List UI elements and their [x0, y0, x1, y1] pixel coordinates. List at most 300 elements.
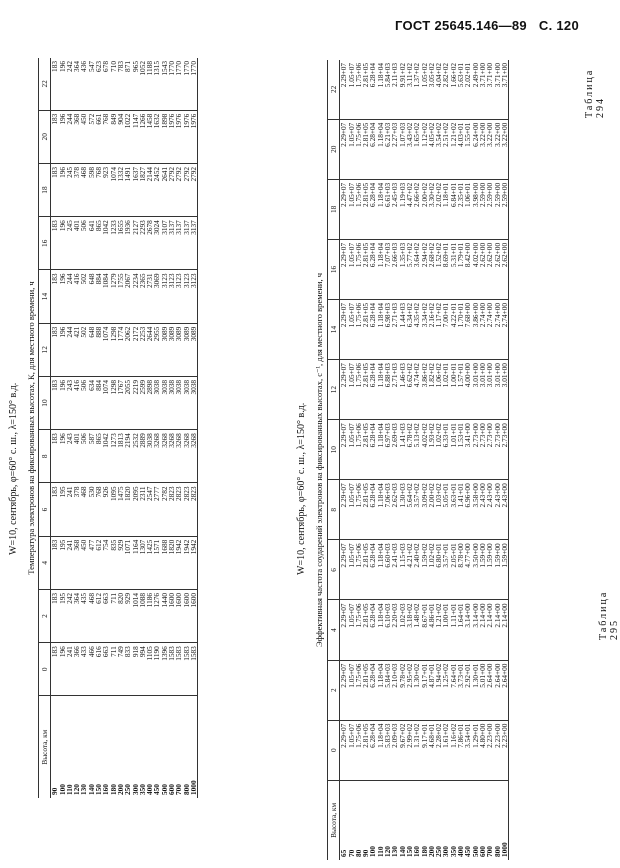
value-cell: 768: [95, 163, 102, 216]
value-cell: 1315: [153, 58, 160, 110]
value-cell: 3.43+02: [406, 119, 413, 179]
value-cell: 2.81+05: [362, 720, 369, 780]
value-cell: 6.97+03: [384, 420, 391, 480]
table-295: [312, 60, 509, 860]
value-cell: 661: [95, 110, 102, 163]
value-cell: 3.22+00: [501, 119, 509, 179]
value-cell: 1298: [110, 323, 117, 376]
value-cell: 1.75+06: [355, 720, 362, 780]
hour-column-header: 20: [328, 119, 340, 179]
value-cell: 183: [51, 643, 59, 696]
height-cell: 65: [339, 849, 349, 857]
value-cell: 2.68+02: [428, 239, 435, 299]
value-cell: 2.49+00: [472, 60, 479, 119]
value-cell: 2.09+03: [391, 720, 398, 780]
value-cell: 2.81+05: [362, 300, 369, 360]
value-cell: 1820: [124, 483, 131, 536]
value-cell: 401: [73, 217, 80, 270]
value-cell: 241: [66, 536, 73, 589]
hour-column-header: 10: [328, 420, 340, 480]
value-cell: 3268: [183, 430, 190, 483]
value-cell: 1.75+06: [355, 660, 362, 720]
value-cell: 3137: [183, 217, 190, 270]
value-cell: 2.81+05: [362, 600, 369, 660]
value-cell: 1.18+04: [377, 119, 384, 179]
value-cell: 3089: [175, 323, 182, 376]
value-cell: 2.14+00: [501, 600, 509, 660]
value-cell: 1332: [117, 163, 124, 216]
value-cell: 1.59+00: [486, 540, 493, 600]
value-cell: 2253: [139, 323, 146, 376]
value-cell: 2792: [190, 163, 198, 216]
value-cell: 3.01+00: [494, 360, 501, 420]
value-cell: 364: [73, 589, 80, 642]
value-cell: 2.23+00: [494, 720, 501, 780]
page-header: [387, 18, 579, 33]
height-cell: 450: [463, 846, 473, 857]
value-cell: 1.41+03: [399, 420, 406, 480]
value-cell: 2067: [124, 270, 131, 323]
value-cell: 1637: [132, 163, 139, 216]
value-cell: 884: [95, 270, 102, 323]
value-cell: 2.81+05: [362, 540, 369, 600]
value-cell: 1.18+01: [442, 179, 449, 239]
value-cell: 1.93+02: [428, 420, 435, 480]
value-cell: 196: [59, 376, 66, 429]
height-cell: 120: [383, 846, 393, 857]
value-cell: 2823: [183, 483, 190, 536]
hour-column-header: 10: [39, 376, 51, 429]
value-cell: 3089: [183, 323, 190, 376]
value-cell: 634: [88, 376, 95, 429]
value-cell: 183: [51, 430, 59, 483]
value-cell: 245: [66, 163, 73, 216]
value-cell: 1233: [110, 217, 117, 270]
value-cell: 5.01+00: [479, 660, 486, 720]
value-cell: 1936: [124, 217, 131, 270]
value-cell: 8.69+01: [442, 239, 449, 299]
value-cell: 1.05+07: [348, 540, 355, 600]
height-cell: 400: [456, 846, 466, 857]
value-cell: 2.59+00: [479, 179, 486, 239]
value-cell: 3.22+00: [486, 119, 493, 179]
height-cell: 140: [86, 784, 96, 795]
value-cell: 2.29+07: [340, 720, 348, 780]
value-cell: 1600: [175, 589, 182, 642]
value-cell: 1052: [139, 58, 146, 110]
value-cell: 918: [132, 643, 139, 696]
value-cell: 1.30+02: [413, 660, 420, 720]
value-cell: 1.05+07: [348, 119, 355, 179]
value-cell: 6.96+00: [464, 480, 471, 540]
value-cell: 2219: [132, 376, 139, 429]
value-cell: 1.75+06: [355, 239, 362, 299]
value-cell: 502: [80, 270, 87, 323]
value-cell: 6.28+04: [369, 300, 376, 360]
value-cell: 5.84+03: [384, 660, 391, 720]
value-cell: 9.91+02: [399, 60, 406, 119]
value-cell: 9.17+01: [421, 720, 428, 780]
value-cell: 1770: [175, 58, 182, 110]
value-cell: 663: [102, 643, 109, 696]
value-cell: 6.28+04: [369, 119, 376, 179]
value-cell: 3.86+02: [421, 360, 428, 420]
value-cell: 2.20+03: [391, 600, 398, 660]
value-cell: 572: [88, 110, 95, 163]
value-cell: 196: [59, 217, 66, 270]
value-cell: 8.42+00: [464, 239, 471, 299]
value-cell: 6.28+04: [369, 360, 376, 420]
value-cell: 243: [66, 430, 73, 483]
value-cell: 6.10+03: [384, 600, 391, 660]
value-cell: 2.40+02: [413, 540, 420, 600]
height-cell: 250: [123, 784, 133, 795]
value-cell: 1425: [146, 536, 153, 589]
value-cell: 2.29+07: [340, 239, 348, 299]
height-column-header: Высота, км: [39, 696, 51, 798]
value-cell: 2.74+00: [501, 300, 509, 360]
value-cell: 1.70+01: [457, 300, 464, 360]
value-cell: 3.86+00: [472, 300, 479, 360]
value-cell: 244: [66, 110, 73, 163]
value-cell: 1.07+03: [399, 119, 406, 179]
hour-column-header: 16: [39, 217, 51, 270]
height-cell: 350: [137, 784, 147, 795]
value-cell: 1.75+06: [355, 119, 362, 179]
value-cell: 1.94+02: [435, 660, 442, 720]
value-cell: 994: [139, 643, 146, 696]
value-cell: 3.71+00: [501, 60, 509, 119]
value-cell: 1.59+00: [494, 540, 501, 600]
value-cell: 612: [95, 536, 102, 589]
value-cell: 2.29+07: [340, 480, 348, 540]
value-cell: 6.21+03: [384, 119, 391, 179]
value-cell: 2.66+02: [413, 179, 420, 239]
value-cell: 1088: [139, 589, 146, 642]
value-cell: 368: [73, 110, 80, 163]
value-cell: 3.63+01: [450, 480, 457, 540]
value-cell: 2.29+07: [340, 660, 348, 720]
value-cell: 1190: [153, 643, 160, 696]
value-cell: 183: [51, 270, 59, 323]
value-cell: 1.03+02: [435, 480, 442, 540]
value-cell: 2.99+02: [406, 720, 413, 780]
value-cell: 8.67+01: [421, 600, 428, 660]
value-cell: 1.18+04: [377, 179, 384, 239]
value-cell: 929: [117, 536, 124, 589]
value-cell: 3268: [153, 430, 160, 483]
value-cell: 9.17+01: [421, 660, 428, 720]
value-cell: 2792: [168, 163, 175, 216]
value-cell: 1.48+02: [413, 600, 420, 660]
value-cell: 1.75+06: [355, 60, 362, 119]
value-cell: 3.22+00: [494, 119, 501, 179]
value-cell: 3.71+00: [479, 60, 486, 119]
hour-column-header: 14: [39, 270, 51, 323]
value-cell: 2.29+07: [340, 600, 348, 660]
height-cell: 100: [57, 784, 67, 795]
value-cell: 2.69+03: [391, 420, 398, 480]
value-cell: 5.64+02: [406, 480, 413, 540]
value-cell: 6.88+03: [384, 360, 391, 420]
height-cell: 90: [50, 787, 60, 795]
gost-number: ГОСТ 25645.146—89: [395, 18, 527, 33]
value-cell: 3.57+02: [413, 480, 420, 540]
value-cell: 1.12+02: [421, 119, 428, 179]
value-cell: 2.71+03: [391, 300, 398, 360]
value-cell: 3.09+02: [421, 480, 428, 540]
value-cell: 616: [95, 643, 102, 696]
value-cell: 2823: [190, 483, 198, 536]
value-cell: 849: [110, 110, 117, 163]
value-cell: 1.65+02: [413, 119, 420, 179]
value-cell: 4.00+00: [464, 360, 471, 420]
value-cell: 768: [95, 483, 102, 536]
value-cell: 1.15+03: [399, 540, 406, 600]
height-cell: 1000: [188, 780, 198, 795]
value-cell: 196: [59, 58, 66, 110]
value-cell: 2.62+00: [501, 239, 509, 299]
value-cell: 1.11+01: [450, 600, 457, 660]
value-cell: 2.00+02: [421, 179, 428, 239]
value-cell: 468: [80, 483, 87, 536]
value-cell: 1.18+04: [377, 480, 384, 540]
value-cell: 3.50+00: [472, 540, 479, 600]
value-cell: 4.21+02: [406, 540, 413, 600]
value-cell: 1396: [161, 643, 168, 696]
value-cell: 2.43+00: [501, 480, 509, 540]
value-cell: 5.31+01: [450, 239, 457, 299]
value-cell: 3268: [161, 430, 168, 483]
value-cell: 1458: [146, 110, 153, 163]
value-cell: 1.06+02: [435, 360, 442, 420]
value-cell: 2.29+07: [340, 119, 348, 179]
value-cell: 1827: [139, 163, 146, 216]
value-cell: 468: [80, 163, 87, 216]
value-cell: 1.18+04: [377, 540, 384, 600]
value-cell: 4.47+02: [406, 179, 413, 239]
height-cell: 500: [159, 784, 169, 795]
hour-column-header: 22: [328, 60, 340, 119]
value-cell: 598: [88, 163, 95, 216]
value-cell: 3137: [168, 217, 175, 270]
value-cell: 450: [80, 110, 87, 163]
value-cell: 4.02+00: [472, 239, 479, 299]
value-cell: 1600: [168, 589, 175, 642]
value-cell: 2.02+01: [464, 60, 471, 119]
value-cell: 623: [95, 58, 102, 110]
value-cell: 1.05+07: [348, 480, 355, 540]
value-cell: 7.00+01: [442, 300, 449, 360]
value-cell: 2.00+02: [428, 480, 435, 540]
value-cell: 2.29+07: [340, 300, 348, 360]
value-cell: 1.02+02: [428, 540, 435, 600]
value-cell: 2.51+02: [442, 119, 449, 179]
height-cell: 140: [397, 846, 407, 857]
value-cell: 1.18+04: [377, 300, 384, 360]
value-cell: 3.71+00: [486, 60, 493, 119]
height-cell: 150: [94, 784, 104, 795]
value-cell: 2.05+01: [450, 540, 457, 600]
value-cell: 3123: [168, 270, 175, 323]
value-cell: 2889: [139, 430, 146, 483]
value-cell: 1.18+04: [377, 360, 384, 420]
value-cell: 1.75+06: [355, 420, 362, 480]
value-cell: 1.05+02: [421, 60, 428, 119]
value-cell: 1273: [110, 430, 117, 483]
value-cell: 2095: [132, 483, 139, 536]
value-cell: 2.41+03: [391, 540, 398, 600]
value-cell: 2898: [146, 376, 153, 429]
value-cell: 196: [59, 110, 66, 163]
value-cell: 1.21+02: [435, 600, 442, 660]
value-cell: 183: [51, 110, 59, 163]
value-cell: 7.68+00: [464, 300, 471, 360]
value-cell: 1095: [110, 483, 117, 536]
value-cell: 1.18+04: [377, 600, 384, 660]
value-cell: 1074: [102, 376, 109, 429]
height-cell: 120: [72, 784, 82, 795]
value-cell: 2.29+07: [340, 540, 348, 600]
value-cell: 9.67+02: [399, 720, 406, 780]
value-cell: 2.74+00: [479, 300, 486, 360]
value-cell: 1688: [161, 536, 168, 589]
value-cell: 530: [88, 483, 95, 536]
height-cell: 70: [346, 849, 356, 857]
value-cell: 1770: [190, 58, 198, 110]
value-cell: 1770: [183, 58, 190, 110]
hour-column-header: 0: [39, 643, 51, 696]
value-cell: 1.82+02: [428, 360, 435, 420]
value-cell: 183: [51, 58, 59, 110]
hour-column-header: 0: [328, 720, 340, 780]
value-cell: 1.41+01: [457, 480, 464, 540]
value-cell: 3123: [190, 270, 198, 323]
value-cell: 2782: [161, 483, 168, 536]
value-cell: 2365: [139, 270, 146, 323]
value-cell: 3.01+00: [472, 360, 479, 420]
value-cell: 183: [51, 217, 59, 270]
value-cell: 1571: [153, 536, 160, 589]
value-cell: 195: [59, 589, 66, 642]
height-cell: 100: [368, 846, 378, 857]
value-cell: 1.01+01: [450, 420, 457, 480]
value-cell: 2.73+00: [494, 420, 501, 480]
value-cell: 4.87+01: [428, 660, 435, 720]
height-cell: 160: [412, 846, 422, 857]
value-cell: 1.61+02: [442, 720, 449, 780]
value-cell: 2.16+02: [428, 300, 435, 360]
value-cell: 4.68+01: [428, 720, 435, 780]
hour-column-header: 12: [328, 360, 340, 420]
value-cell: 1074: [110, 163, 117, 216]
height-cell: 160: [101, 784, 111, 795]
value-cell: 241: [66, 483, 73, 536]
value-cell: 3.34+02: [421, 300, 428, 360]
value-cell: 1.59+02: [421, 540, 428, 600]
table-294-caption: W=10, сентябрь, φ=60° с. ш., λ=150° в.д.: [8, 382, 19, 555]
value-cell: 1105: [146, 643, 153, 696]
value-cell: 1.25+02: [442, 660, 449, 720]
value-cell: 587: [88, 430, 95, 483]
value-cell: 2547: [146, 483, 153, 536]
hour-column-header: 14: [328, 300, 340, 360]
value-cell: 3.58+00: [472, 480, 479, 540]
height-cell: 150: [404, 846, 414, 857]
value-cell: 5.83+03: [384, 720, 391, 780]
value-cell: 4.02+02: [421, 420, 428, 480]
value-cell: 2792: [175, 163, 182, 216]
value-cell: 710: [110, 58, 117, 110]
value-cell: 1.21+02: [450, 119, 457, 179]
hour-column-header: 6: [328, 540, 340, 600]
value-cell: 3.11+02: [406, 60, 413, 119]
value-cell: 3038: [146, 430, 153, 483]
value-cell: 421: [73, 323, 80, 376]
value-cell: 678: [102, 58, 109, 110]
value-cell: 4.86+01: [428, 600, 435, 660]
value-cell: 1147: [132, 110, 139, 163]
value-cell: 1583: [175, 643, 182, 696]
hour-column-header: 4: [39, 536, 51, 589]
value-cell: 2194: [124, 430, 131, 483]
value-cell: 3038: [183, 376, 190, 429]
hour-column-header: 16: [328, 239, 340, 299]
value-cell: 3038: [161, 376, 168, 429]
value-cell: 1.18+04: [377, 420, 384, 480]
value-cell: 6.80+01: [435, 540, 442, 600]
value-cell: 3038: [190, 376, 198, 429]
value-cell: 1.30+03: [399, 480, 406, 540]
value-cell: 6.33+01: [442, 420, 449, 480]
value-cell: 1.75+06: [355, 480, 362, 540]
value-cell: 884: [95, 376, 102, 429]
value-cell: 663: [102, 589, 109, 642]
height-cell: 80: [353, 849, 363, 857]
value-cell: 1632: [153, 110, 160, 163]
value-cell: 3123: [161, 270, 168, 323]
value-cell: 1767: [117, 376, 124, 429]
value-cell: 1.05+07: [348, 720, 355, 780]
value-cell: 378: [73, 483, 80, 536]
value-cell: 2.73+00: [479, 420, 486, 480]
value-cell: 2.29+07: [340, 179, 348, 239]
value-cell: 6.60+03: [384, 540, 391, 600]
value-cell: 196: [59, 270, 66, 323]
value-cell: 2.28+02: [435, 720, 442, 780]
hour-column-header: 4: [328, 600, 340, 660]
height-cell: 180: [419, 846, 429, 857]
value-cell: 2.59+00: [486, 179, 493, 239]
height-cell: 800: [181, 784, 191, 795]
value-cell: 1.31+02: [413, 720, 420, 780]
value-cell: 612: [95, 589, 102, 642]
value-cell: 416: [73, 376, 80, 429]
value-cell: 368: [73, 536, 80, 589]
value-cell: 4.22+01: [450, 300, 457, 360]
value-cell: 2.14+00: [494, 600, 501, 660]
value-cell: 768: [102, 110, 109, 163]
value-cell: 2452: [153, 163, 160, 216]
value-cell: 2.14+00: [486, 600, 493, 660]
table-row: [190, 58, 198, 798]
value-cell: 364: [73, 58, 80, 110]
value-cell: 3.54+01: [464, 720, 471, 780]
height-cell: 500: [470, 846, 480, 857]
value-cell: 2.35+01: [457, 179, 464, 239]
table-294: [24, 58, 198, 798]
value-cell: 245: [66, 217, 73, 270]
